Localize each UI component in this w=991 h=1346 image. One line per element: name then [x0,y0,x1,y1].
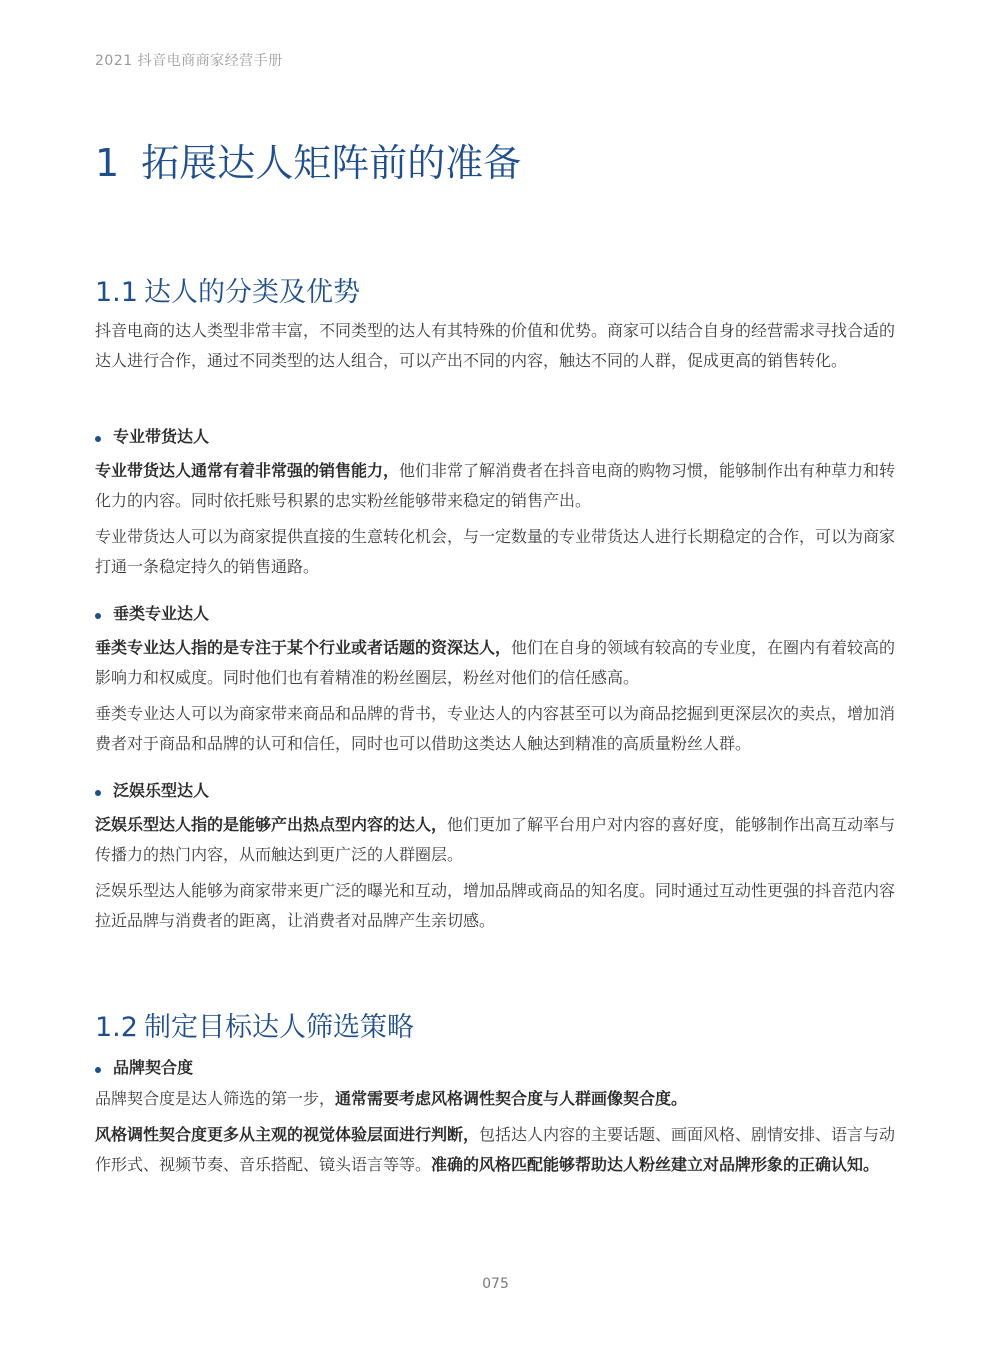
bullet-heading-text: 泛娱乐型达人 [113,781,210,800]
style-fit-lead: 风格调性契合度更多从主观的视觉体验层面进行判断， [95,1125,480,1144]
bullet-heading [95,424,209,447]
type-value: 专业带货达人可以为商家提供直接的生意转化机会，与一定数量的专业带货达人进行长期稳定的合作，可以为商家打通一条稳定持久的销售通路。 [95,527,896,576]
section-title-1-1 [95,270,360,309]
brand-fit-lead: 通常需要考虑风格调性契合度与人群画像契合度。 [335,1089,688,1108]
bullet-heading-text: 专业带货达人 [113,427,210,446]
chapter-title-text: 拓展达人矩阵前的准备 [141,141,522,185]
type-body: 他们在自身的领域有较高的专业度，在圈内有着较高的影响力和权威度。同时他们也有着精准的粉丝圈层，粉丝对他们的信任感高。 [95,638,896,687]
type-value: 泛娱乐型达人能够为商家带来更广泛的曝光和互动，增加品牌或商品的知名度。同时通过互动性更强的抖音范内容拉近品牌与消费者的距离，让消费者对品牌产生亲切感。 [95,881,896,930]
page-number: 075 [482,1276,509,1292]
type-description [95,456,905,516]
section-title-1-2 [95,1005,414,1044]
bullet-heading [95,778,209,801]
brand-fit-body: 品牌契合度是达人筛选的第一步， [95,1089,336,1108]
bullet-dot-icon [95,1067,101,1073]
section-title-text: 制定目标达人筛选策略 [143,1012,414,1043]
style-fit-body: 包括达人内容的主要话题、画面风格、剧情安排、语言与动作形式、视频节奏、音乐搭配、镜头语言等等。 [95,1125,896,1174]
bullet-heading-text: 品牌契合度 [113,1058,194,1077]
type-lead: 专业带货达人通常有着非常强的销售能力， [95,461,400,480]
type-lead: 垂类专业达人指的是专注于某个行业或者话题的资深达人， [95,638,512,657]
chapter-title [95,132,521,187]
style-fit-paragraph [95,1120,905,1180]
type-description [95,810,905,870]
bullet-dot-icon [95,613,101,619]
section-title-text: 达人的分类及优势 [143,277,360,308]
type-lead: 泛娱乐型达人指的是能够产出热点型内容的达人， [95,815,448,834]
section-number: 1.2 [95,1012,138,1043]
section-intro: 抖音电商的达人类型非常丰富，不同类型的达人有其特殊的价值和优势。商家可以结合自身的经营需求寻找合适的达人进行合作，通过不同类型的达人组合，可以产出不同的内容，触达不同的人群，促成更高的销售转化。 [95,321,896,370]
brand-fit-intro [95,1084,905,1114]
style-fit-conclusion: 准确的风格匹配能够帮助达人粉丝建立对品牌形象的正确认知。 [431,1155,880,1174]
bullet-heading-text: 垂类专业达人 [113,604,210,623]
type-description [95,633,905,693]
bullet-dot-icon [95,790,101,796]
type-body: 他们更加了解平台用户对内容的喜好度，能够制作出高互动率与传播力的热门内容，从而触达到更广泛的人群圈层。 [95,815,896,864]
bullet-heading [95,1055,193,1078]
type-body: 他们非常了解消费者在抖音电商的购物习惯，能够制作出有种草力和转化力的内容。同时依托账号积累的忠实粉丝能够带来稳定的销售产出。 [95,461,896,510]
bullet-dot-icon [95,436,101,442]
running-header: 2021 抖音电商商家经营手册 [95,53,283,69]
bullet-heading [95,601,209,624]
section-number: 1.1 [95,277,138,308]
type-value: 垂类专业达人可以为商家带来商品和品牌的背书，专业达人的内容甚至可以为商品挖掘到更深层次的卖点，增加消费者对于商品和品牌的认可和信任，同时也可以借助这类达人触达到精准的高质量粉丝人群。 [95,704,896,753]
chapter-number: 1 [95,141,120,185]
